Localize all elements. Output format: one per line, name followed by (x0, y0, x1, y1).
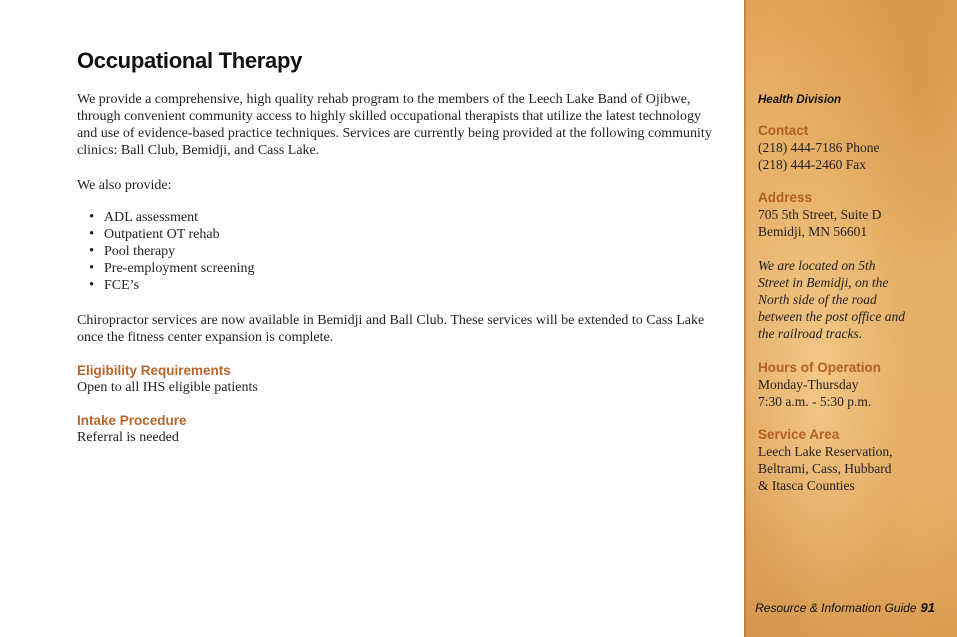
address-heading: Address (758, 190, 813, 205)
contact-phone: (218) 444-7186 Phone (758, 140, 880, 155)
list-item: • Outpatient OT rehab (89, 226, 254, 243)
intro-line: clinics: Ball Club, Bemidji, and Cass Lake. (77, 143, 320, 158)
services-list (89, 209, 254, 294)
address-line: Bemidji, MN 56601 (758, 224, 868, 239)
intro-paragraph (77, 91, 727, 159)
note-line: North side of the road (758, 292, 877, 307)
contact-fax: (218) 444-2460 Fax (758, 157, 866, 172)
note-line: the railroad tracks. (758, 326, 863, 341)
also-provide-label: We also provide: (77, 178, 172, 193)
list-item: • Pre-employment screening (89, 260, 254, 277)
intake-text: Referral is needed (77, 430, 179, 445)
intro-line: We provide a comprehensive, high quality rehab program to the members of the Leech Lake Band of Ojibwe, (77, 92, 691, 107)
service-area-line: & Itasca Counties (758, 478, 855, 493)
division-label: Health Division (758, 94, 842, 106)
note-line: Street in Bemidji, on the (758, 275, 889, 290)
guide-title: Resource & Information Guide (755, 601, 917, 615)
service-area-line: Leech Lake Reservation, (758, 444, 893, 459)
hours-time: 7:30 a.m. - 5:30 p.m. (758, 394, 872, 409)
info-sidebar (744, 0, 957, 637)
service-area-line: Beltrami, Cass, Hubbard (758, 461, 892, 476)
note-line: We are located on 5th (758, 258, 876, 273)
hours-days: Monday-Thursday (758, 377, 859, 392)
note-line: between the post office and (758, 309, 905, 324)
page-number: 91 (920, 600, 935, 615)
list-item: • ADL assessment (89, 209, 254, 226)
intro-line: and use of evidence-based practice techniques. Services are currently being provided at the following community (77, 126, 712, 141)
intake-heading: Intake Procedure (77, 413, 187, 428)
hours-heading: Hours of Operation (758, 360, 882, 375)
chiropractor-paragraph (77, 312, 727, 346)
page-footer (755, 600, 935, 615)
eligibility-heading: Eligibility Requirements (77, 363, 231, 378)
address-line: 705 5th Street, Suite D (758, 207, 882, 222)
intro-line: through convenient community access to highly skilled occupational therapists that utilize the latest technology (77, 109, 702, 124)
chiro-line: Chiropractor services are now available in Bemidji and Ball Club. These services will be extended to Cass Lake (77, 313, 705, 328)
list-item: • Pool therapy (89, 243, 254, 260)
contact-heading: Contact (758, 123, 809, 138)
page-title: Occupational Therapy (77, 48, 303, 73)
eligibility-text: Open to all IHS eligible patients (77, 380, 258, 395)
service-area-heading: Service Area (758, 427, 840, 442)
chiro-line: once the fitness center expansion is complete. (77, 330, 334, 345)
list-item: • FCE’s (89, 277, 254, 294)
sidebar-edge (744, 0, 747, 637)
main-content (77, 46, 727, 445)
address-note (758, 257, 928, 342)
